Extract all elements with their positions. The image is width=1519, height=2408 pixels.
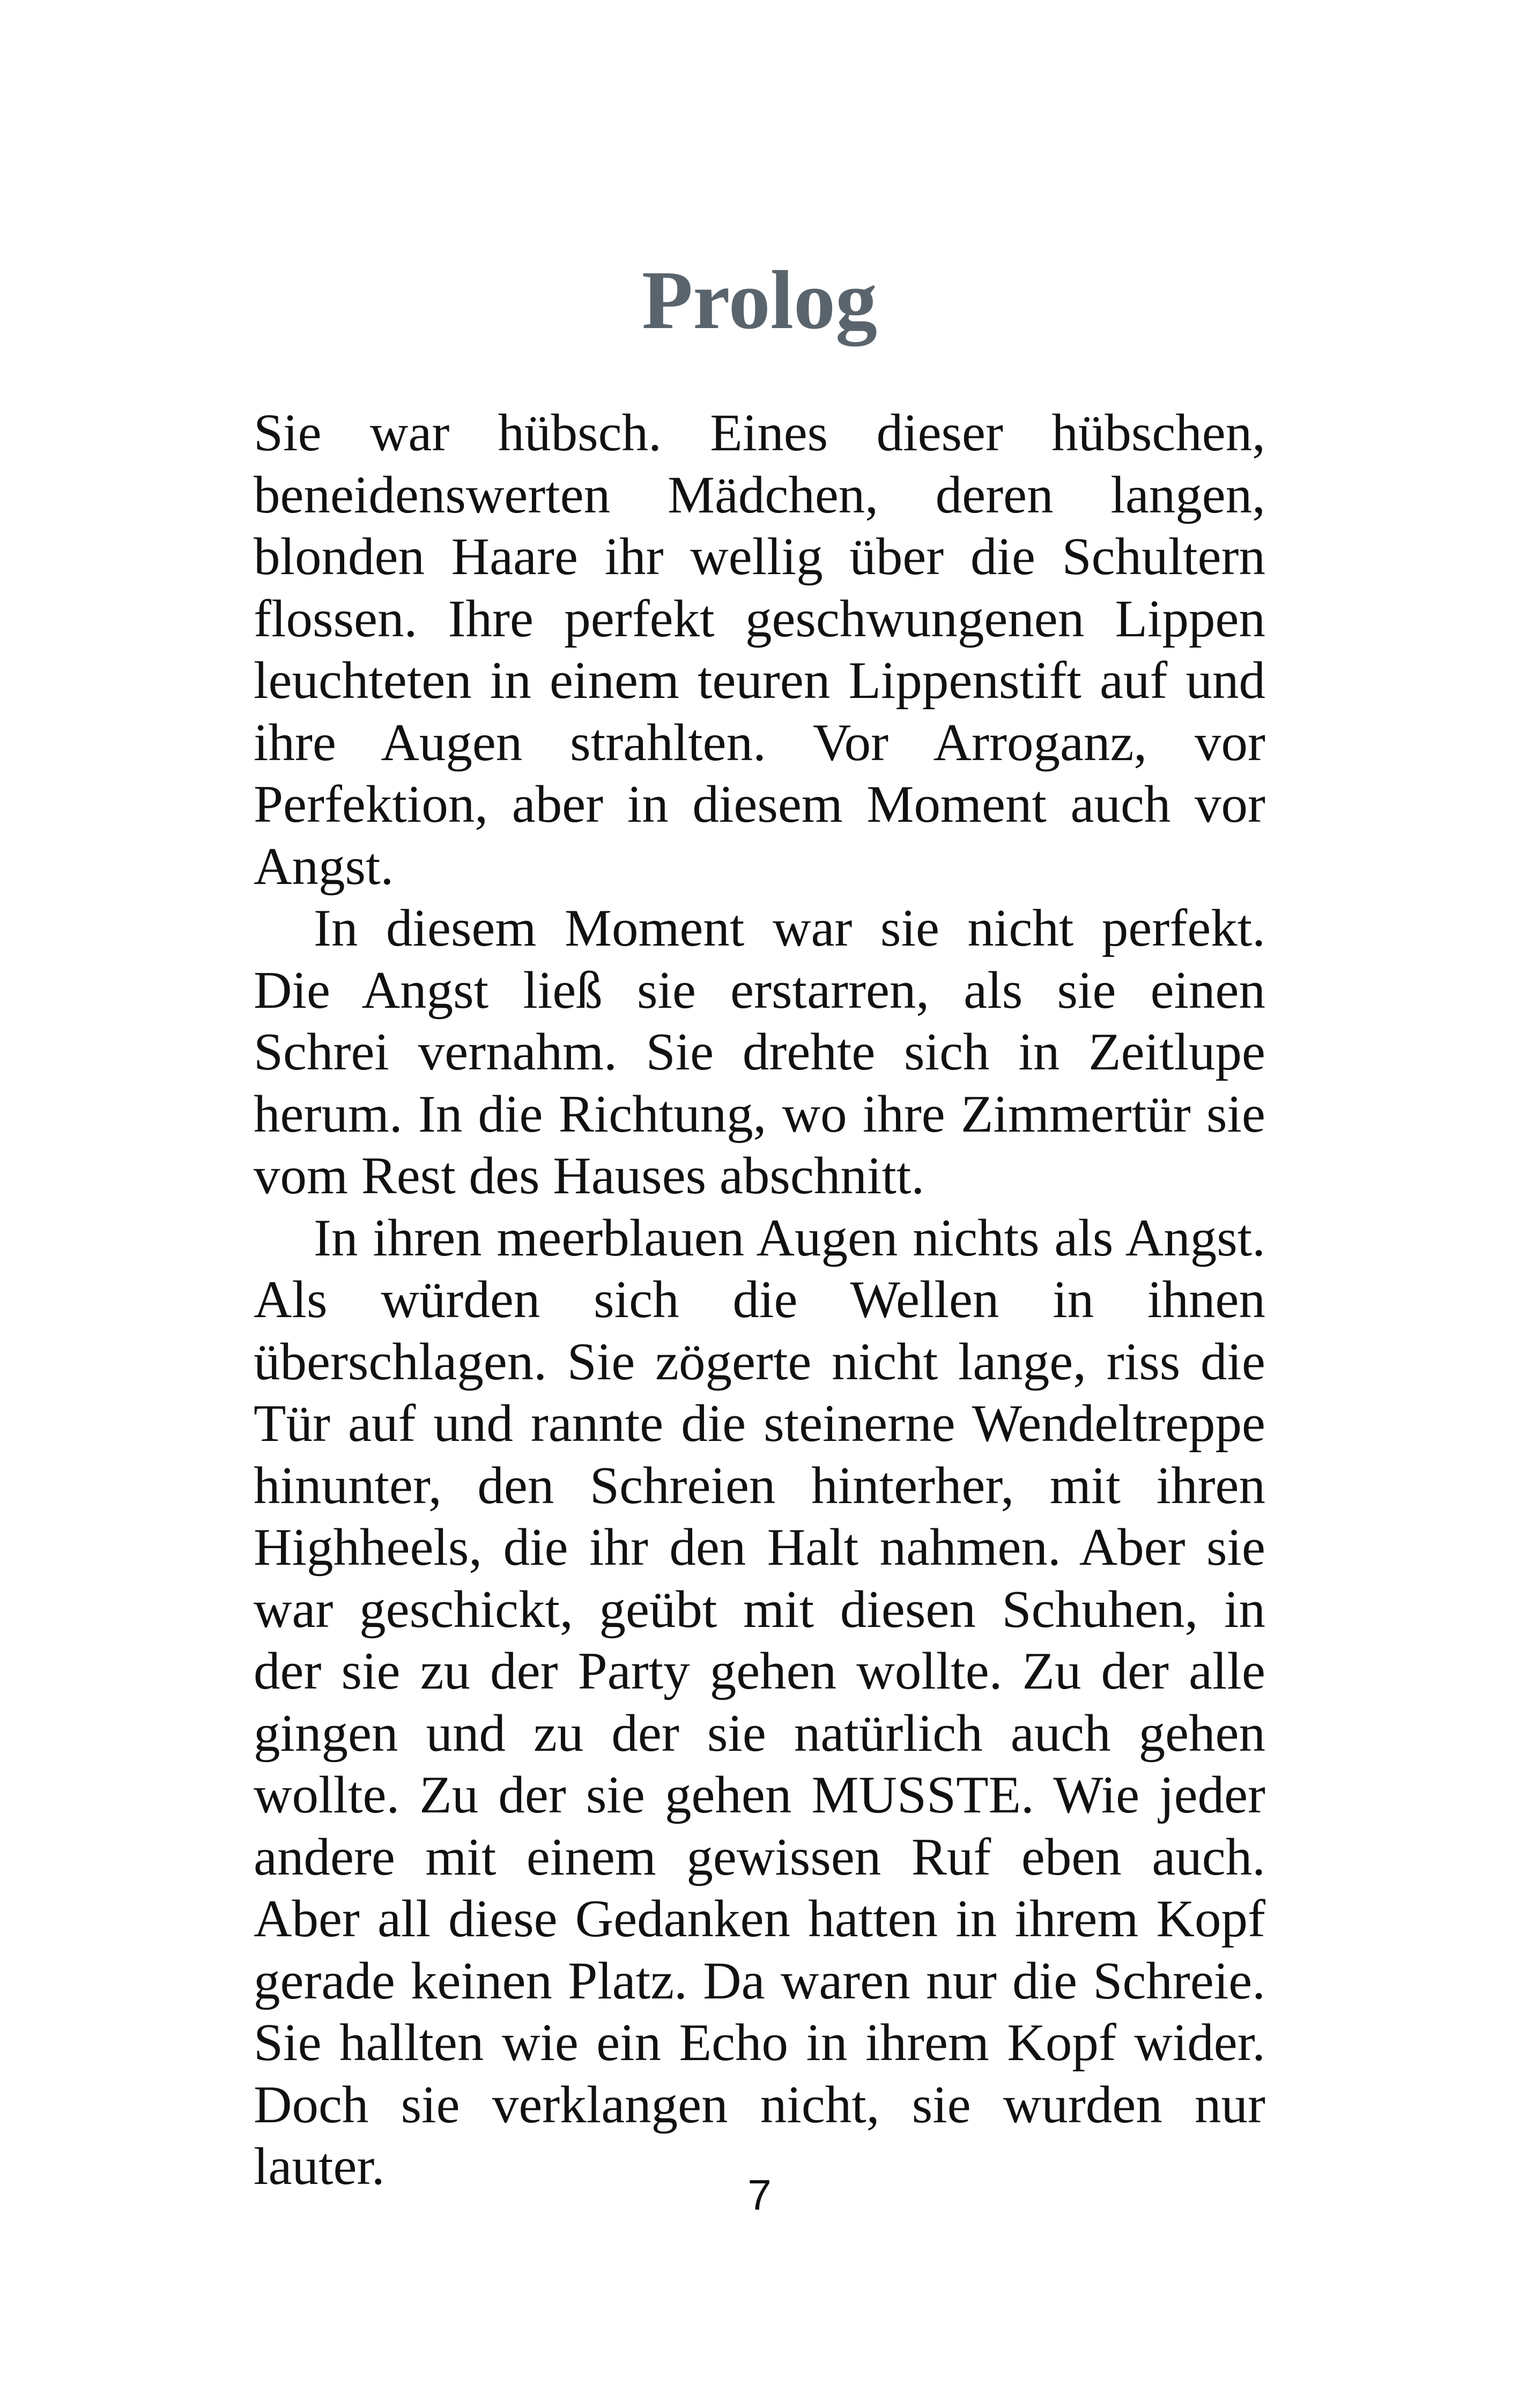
paragraph-2: In diesem Moment war sie nicht perfekt. Die Angst ließ sie erstarren, als sie einen Schrei vernahm. Sie drehte sich in Zeitlupe herum. In die Richtung, wo ihre Zimmertür sie vom Rest des Hauses abschnitt.: [254, 899, 1265, 1205]
chapter-title: Prolog: [641, 254, 878, 346]
page-number: 7: [747, 2171, 772, 2219]
body-text: [254, 402, 1265, 2198]
paragraph-1: Sie war hübsch. Eines dieser hübschen, beneidenswerten Mädchen, deren langen, blonden Haare ihr wellig über die Schultern flossen. Ihre perfekt geschwungenen Lippen leuchteten in einem teuren Lippenstift auf und ihre Augen strahlten. Vor Arroganz, vor Perfektion, aber in diesem Moment auch vor Angst.: [254, 404, 1265, 896]
paragraph-3: In ihren meerblauen Augen nichts als Angst. Als würden sich die Wellen in ihnen überschlagen. Sie zögerte nicht lange, riss die Tür auf und rannte die steinerne Wendeltreppe hinunter, den Schreien hinterher, mit ihren Highheels, die ihr den Halt nahmen. Aber sie war geschickt, geübt mit diesen Schuhen, in der sie zu der Party gehen wollte. Zu der alle gingen und zu der sie natürlich auch gehen wollte. Zu der sie gehen MUSSTE. Wie jeder andere mit einem gewissen Ruf eben auch. Aber all diese Gedanken hatten in ihrem Kopf gerade keinen Platz. Da waren nur die Schreie. Sie hallten wie ein Echo in ihrem Kopf wider. Doch sie verklangen nicht, sie wurden nur lauter.: [254, 1208, 1265, 2196]
